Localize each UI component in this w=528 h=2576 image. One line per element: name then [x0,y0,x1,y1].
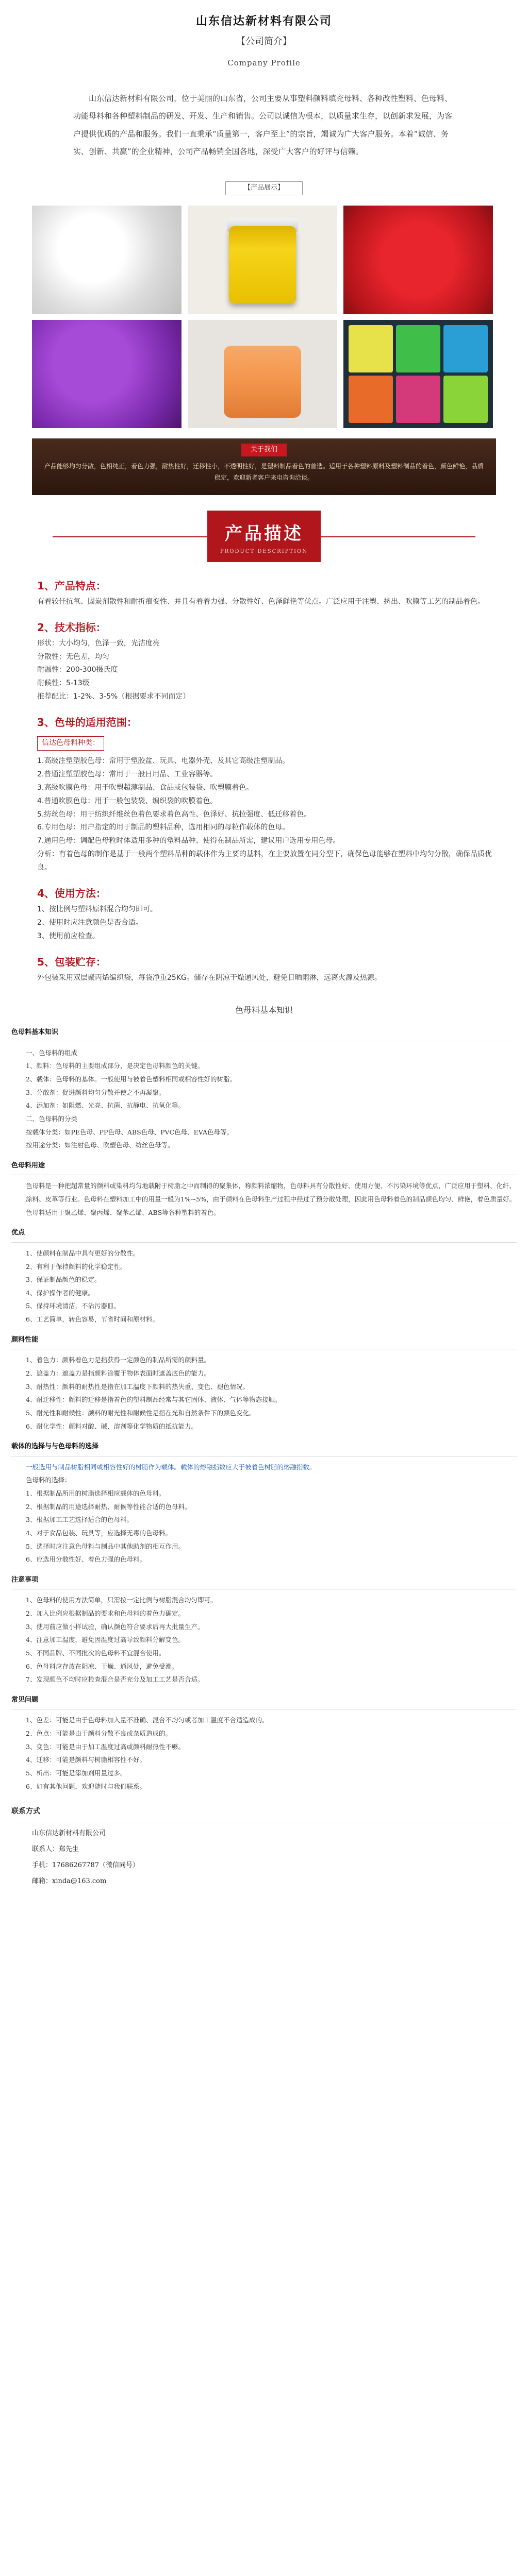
kb-line: 4、注意加工温度，避免因温度过高导致颜料分解变色。 [26,1636,185,1644]
kb-line: 2、加入比例应根据制品的要求和色母料的着色力确定。 [26,1609,185,1618]
product-photo-purple-pellets [32,320,182,428]
description-heading: 产品描述 [225,523,303,544]
section-text: 外包装采用双层聚丙烯编织袋，每袋净重25KG。储存在阴凉干燥通风处，避免日晒雨淋，远离火源及热源。 [37,973,382,982]
kb-line: 按载体分类：如PE色母、PP色母、ABS色母、PVC色母、EVA色母等。 [26,1128,233,1136]
kb-line: 5、耐光性和耐候性：颜料的耐光性和耐候性是指在光和自然条件下的颜色变化。 [26,1409,256,1417]
kb-line: 3、保证制品颜色的稳定。 [26,1276,101,1284]
spec-line: 分散性：无色差，均匀 [37,652,109,661]
kb-line: 4、迁移：可能是颜料与树脂相容性不好。 [26,1756,146,1764]
kb-line: 5、选择时应注意色母料与制品中其他助剂的相互作用。 [26,1542,185,1550]
section-title: 5、包装贮存： [37,955,106,968]
kb-line: 3、根据加工工艺选择适合的色母料。 [26,1516,133,1524]
section-title: 4、使用方法： [37,887,106,900]
usage-line: 2、使用时应注意颜色是否合适。 [37,918,143,927]
kb-line: 2、有利于保持颜料的化学稳定性。 [26,1262,127,1270]
kb-line: 6、工艺简单，转色容易，节省时间和原材料。 [26,1315,159,1324]
type-line: 1.高级注塑塑胶色母：常用于塑胶盆、玩具、电器外壳、及其它高级注塑制品。 [37,757,290,766]
spec-line: 耐温性：200-300摄氏度 [37,666,118,674]
about-banner [32,438,496,495]
kb-line: 7、发现颜色不均时应检查混合是否充分及加工工艺是否合适。 [26,1675,204,1684]
description-heading-en: PRODUCT DESCRIPTION [220,549,308,555]
kb-line: 一、色母料的组成 [26,1048,78,1057]
type-line: 2.普通注塑塑胶色母：常用于一般日用品、工业容器等。 [37,770,218,778]
section-title: 3、色母的适用范围： [37,716,137,729]
kb-section-title: 载体的选择与与色母料的选择 [11,1443,99,1451]
product-description [32,577,496,985]
contact-company: 山东信达新材料有限公司 [32,1829,106,1837]
kb-line: 色母料的选择： [26,1476,71,1484]
type-line: 4.普通吹膜色母：用于一般包装袋、编织袋的吹膜着色。 [37,796,218,805]
section-title: 2、技术指标： [37,621,106,634]
kb-section-title: 色母料用途 [11,1161,45,1170]
kb-line: 3、使用前应做小样试验，确认颜色符合要求后再大批量生产。 [26,1622,204,1631]
kb-section-title: 常见问题 [11,1696,39,1704]
kb-line: 按用途分类：如注射色母、吹塑色母、纺丝色母等。 [26,1141,174,1149]
description-header [32,505,496,567]
divider [53,536,207,537]
type-line: 7.通用色母：调配色母粒时体适用多种的塑料品种、使得在制品所需，建议用户选用专用色母。 [37,837,340,845]
kb-section-title: 颜料性能 [11,1335,39,1344]
about-tag: 关于我们 [241,444,287,456]
product-photo-red-pellets [343,206,493,314]
product-gallery [32,206,496,428]
usage-line: 3、使用前应检查。 [37,931,100,940]
profile-subtitle: 【公司简介】 [236,36,292,47]
company-profile [68,0,460,161]
contact-title: 联系方式 [11,1807,40,1816]
divider [11,1242,517,1243]
kb-line: 1、根据制品所用的树脂选择相应载体的色母料。 [26,1489,166,1498]
products-label: 【产品展示】 [225,181,303,195]
kb-section-title: 注意事项 [11,1575,39,1584]
kb-line: 5、保持环境清洁，不沾污器皿。 [26,1302,120,1310]
type-line: 5.纺丝色母：用于纺织纤维丝色着色要求着色高性、色泽好、抗拉强度、低迁移着色。 [37,810,311,819]
type-line: 6.专用色母：用户指定的用于制品的塑料品种，选用相同的母粒作载体的色母。 [37,823,290,832]
section-title: 1、产品特点： [37,579,106,592]
kb-line: 6、色母料应存放在阴凉、干燥、通风处，避免受潮。 [26,1662,178,1670]
kb-line: 4、耐迁移性：颜料的迁移是指着色的塑料制品经常与其它固体、液体、气体等物态接触。 [26,1396,282,1404]
knowledge-base [0,1026,528,1793]
knowledge-title: 色母料基本知识 [235,1005,293,1015]
about-text: 产品能够均匀分散，色相纯正，着色力强，耐热性好，迁移性小，不透明性好，是塑料制品着色的首选。适用于各种塑料原料及塑料制品的着色，颜色鲜艳，品质稳定，欢迎新老客户来电咨询洽谈。 [44,462,484,482]
kb-line: 1、色母料的使用方法简单，只需按一定比例与树脂混合均匀即可。 [26,1596,217,1604]
kb-line: 1、使颜料在制品中具有更好的分散性。 [26,1249,140,1257]
kb-line: 1、色差：可能是由于色母料加入量不准确、混合不均匀或者加工温度不合适造成的。 [26,1716,269,1724]
kb-line: 一般选用与制品树脂相同或相容性好的树脂作为载体。载体的熔融指数应大于被着色树脂的熔融指数。 [26,1463,316,1471]
product-photo-yellow-jar [188,206,337,314]
description-heading-band [207,511,321,562]
divider [321,536,475,537]
section-text: 有着较佳抗氧、固炭剂散性和耐折痕变性、并且有着着力强、分散性好、色泽鲜艳等优点。广泛应用于注塑、挤出、吹膜等工艺的制品着色。 [37,597,485,606]
kb-line: 4、保护操作者的健康。 [26,1289,94,1297]
product-photo-color-samples [343,320,493,428]
kb-line: 6、耐化学性：颜料对酸、碱、溶剂等化学物质的抵抗能力。 [26,1422,197,1430]
kb-line: 6、应选用分散性好、着色力强的色母料。 [26,1555,146,1564]
kb-paragraph: 色母料是一种把超常量的颜料或染料均匀地载附于树脂之中而制得的聚集体，称颜料浓缩物，色母料具有分散性好、使用方便、不污染环境等优点，广泛应用于塑料、化纤、涂料、皮革等行业。色母料在塑料加工中的用量一般为1%~5%，由于颜料在色母料生产过程中经过了预分散处理，因此用色母料着色的制品颜色均匀、鲜艳，着色质量好。色母料适用于聚乙烯、聚丙烯、聚苯乙烯、ABS等各种塑料的着色。 [26,1182,516,1216]
kb-line: 2、根据制品的用途选择耐热、耐候等性能合适的色母料。 [26,1502,191,1511]
usage-line: 1、按比例与塑料原料混合均匀即可。 [37,905,157,914]
contact-person: 联系人：郑先生 [32,1845,79,1853]
kb-line: 3、分散剂：促进颜料均匀分散并使之不再凝聚。 [26,1088,166,1096]
kb-line: 2、载体：色母料的基体。一般使用与被着色塑料相同或相容性好的树脂。 [26,1075,236,1083]
product-photo-white-pellets [32,206,182,314]
kb-line: 3、变色：可能是由于加工温度过高或颜料耐热性不够。 [26,1742,185,1751]
type-line: 3.高级吹膜色母：用于吹塑超薄制品、食品或包装袋、吹塑膜着色。 [37,783,254,792]
profile-english-title: Company Profile [227,58,301,67]
contact-phone[interactable]: 手机：17686267787（微信同号） [32,1861,139,1870]
kb-line: 5、析出：可能是添加剂用量过多。 [26,1769,127,1777]
contact-email[interactable]: 邮箱：xinda@163.com [32,1877,107,1886]
kb-line: 4、添加剂：如阻燃、光亮、抗菌、抗静电、抗氧化等。 [26,1101,185,1110]
kb-line: 5、不同品牌、不同批次的色母料不宜混合使用。 [26,1649,166,1657]
type-note: 分析：有着色母的制作是基于一般两个塑料品种的载体作为主要的基料，在主要放置在同分型下，确保色母能够在塑料中均匀分散，确保品质优良。 [37,850,492,872]
spec-line: 形状：大小均匀，色泽一致，光洁度亮 [37,639,160,648]
types-label: 信达色母料种类： [37,736,104,751]
kb-section-title: 优点 [11,1229,25,1237]
kb-line: 1、颜料：色母料的主要组成部分，是决定色母料颜色的关键。 [26,1062,204,1070]
kb-line: 二、色母料的分类 [26,1114,78,1123]
kb-section-title: 色母料基本知识 [11,1028,59,1037]
kb-line: 3、耐热性：颜料的耐热性是指在加工温度下颜料的热失重、变色、褪色情况。 [26,1382,249,1391]
kb-line: 1、着色力：颜料着色力是指获得一定颜色的制品所需的颜料量。 [26,1356,210,1364]
kb-line: 6、如有其他问题，欢迎随时与我们联系。 [26,1782,146,1790]
kb-line: 2、色点：可能是由于颜料分散不良或杂质造成的。 [26,1730,172,1738]
contact-section [0,1793,528,1889]
spec-line: 推荐配比：1-2%、3-5%（根据要求不同而定） [37,692,190,701]
company-name: 山东信达新材料有限公司 [195,14,332,28]
company-intro: 山东信达新材料有限公司，位于美丽的山东省，公司主要从事塑料颜料填充母料、各种改性塑料、色母料、功能母料和各种塑料制品的研发、开发、生产和销售。公司以诚信为根本，以质量求生存，以创新求发展，为客户提供优质的产品和服务。我们一直秉承“质量第一，客户至上”的宗旨，竭诚为广大客户服务。本着“诚信、务实、创新、共赢”的企业精神，公司产品畅销全国各地，深受广大客户的好评与信赖。 [73,93,453,157]
spec-line: 耐候性：5-13级 [37,679,90,688]
product-photo-orange-jar [188,320,337,428]
kb-line: 2、遮盖力：遮盖力是指颜料涂覆于物体表面时遮盖底色的能力。 [26,1369,210,1377]
kb-line: 4、对于食品包装、玩具等，应选择无毒的色母料。 [26,1529,172,1537]
